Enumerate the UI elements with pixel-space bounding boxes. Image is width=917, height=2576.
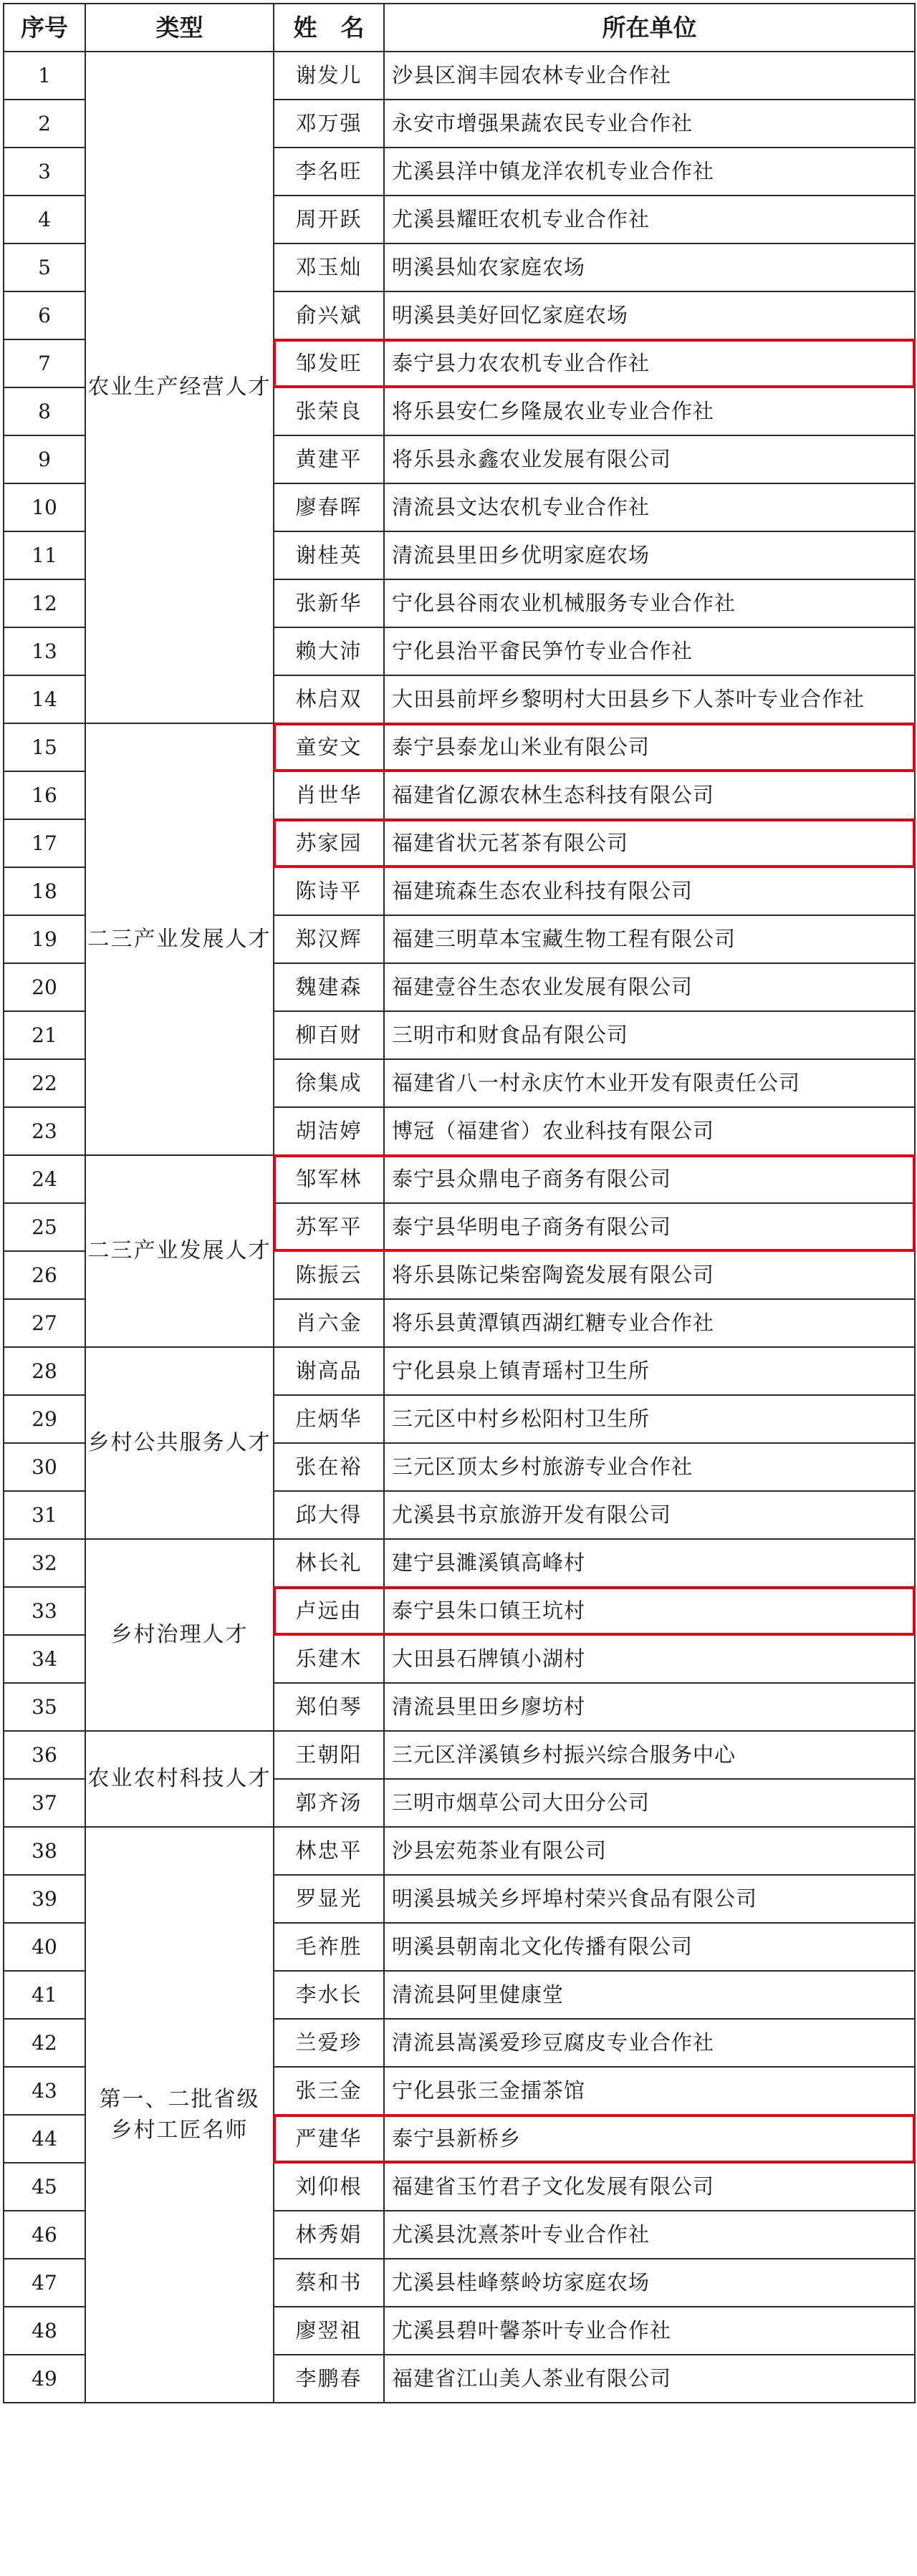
person-name: 郑伯琴 xyxy=(274,1683,384,1731)
row-number: 36 xyxy=(4,1731,85,1779)
organization: 将乐县永鑫农业发展有限公司 xyxy=(384,435,915,483)
person-name: 谢发儿 xyxy=(274,52,384,100)
header-name: 姓 名 xyxy=(274,4,384,52)
person-name: 肖世华 xyxy=(274,771,384,819)
organization: 清流县文达农机专业合作社 xyxy=(384,483,915,531)
row-number: 3 xyxy=(4,148,85,196)
row-number: 21 xyxy=(4,1011,85,1059)
person-name: 黄建平 xyxy=(274,435,384,483)
row-number: 1 xyxy=(4,52,85,100)
organization: 宁化县泉上镇青瑶村卫生所 xyxy=(384,1347,915,1395)
person-name: 魏建森 xyxy=(274,963,384,1011)
person-name: 林秀娟 xyxy=(274,2211,384,2259)
person-name: 罗显光 xyxy=(274,1875,384,1923)
person-name: 苏军平 xyxy=(274,1203,384,1251)
organization: 福建省亿源农林生态科技有限公司 xyxy=(384,771,915,819)
row-number: 14 xyxy=(4,675,85,723)
organization: 福建三明草本宝藏生物工程有限公司 xyxy=(384,915,915,963)
row-number: 5 xyxy=(4,243,85,291)
organization: 清流县里田乡廖坊村 xyxy=(384,1683,915,1731)
organization: 三元区顶太乡村旅游专业合作社 xyxy=(384,1443,915,1491)
table-row xyxy=(4,1347,915,1395)
person-name: 邓玉灿 xyxy=(274,243,384,291)
organization: 清流县阿里健康堂 xyxy=(384,1971,915,2019)
person-name: 庄炳华 xyxy=(274,1395,384,1443)
table-row xyxy=(4,1155,915,1203)
header-row xyxy=(4,4,915,52)
organization: 福建省状元茗茶有限公司 xyxy=(384,819,915,867)
organization: 泰宁县新桥乡 xyxy=(384,2115,915,2163)
organization: 明溪县城关乡坪埠村荣兴食品有限公司 xyxy=(384,1875,915,1923)
organization: 沙县宏苑茶业有限公司 xyxy=(384,1827,915,1875)
row-number: 43 xyxy=(4,2067,85,2115)
person-name: 廖春晖 xyxy=(274,483,384,531)
organization: 尤溪县耀旺农机专业合作社 xyxy=(384,196,915,243)
row-number: 46 xyxy=(4,2211,85,2259)
roster-sheet xyxy=(3,3,914,2403)
row-number: 34 xyxy=(4,1635,85,1683)
person-name: 徐集成 xyxy=(274,1059,384,1107)
organization: 尤溪县洋中镇龙洋农机专业合作社 xyxy=(384,148,915,196)
person-name: 苏家园 xyxy=(274,819,384,867)
person-name: 李名旺 xyxy=(274,148,384,196)
category-cell: 乡村公共服务人才 xyxy=(85,1347,274,1539)
row-number: 41 xyxy=(4,1971,85,2019)
organization: 宁化县谷雨农业机械服务专业合作社 xyxy=(384,579,915,627)
roster-body xyxy=(4,52,915,2403)
row-number: 33 xyxy=(4,1587,85,1635)
organization: 泰宁县华明电子商务有限公司 xyxy=(384,1203,915,1251)
category-cell: 第一、二批省级 乡村工匠名师 xyxy=(85,1827,274,2403)
organization: 福建壹谷生态农业发展有限公司 xyxy=(384,963,915,1011)
organization: 将乐县安仁乡隆晟农业专业合作社 xyxy=(384,387,915,435)
organization: 明溪县朝南北文化传播有限公司 xyxy=(384,1923,915,1971)
row-number: 27 xyxy=(4,1299,85,1347)
row-number: 49 xyxy=(4,2355,85,2403)
person-name: 俞兴斌 xyxy=(274,291,384,339)
organization: 清流县嵩溪爱珍豆腐皮专业合作社 xyxy=(384,2019,915,2067)
person-name: 张新华 xyxy=(274,579,384,627)
organization: 福建琉森生态农业科技有限公司 xyxy=(384,867,915,915)
organization: 福建省玉竹君子文化发展有限公司 xyxy=(384,2163,915,2211)
person-name: 谢桂英 xyxy=(274,531,384,579)
row-number: 32 xyxy=(4,1539,85,1587)
person-name: 张在裕 xyxy=(274,1443,384,1491)
row-number: 42 xyxy=(4,2019,85,2067)
row-number: 22 xyxy=(4,1059,85,1107)
person-name: 童安文 xyxy=(274,723,384,771)
row-number: 40 xyxy=(4,1923,85,1971)
person-name: 郑汉辉 xyxy=(274,915,384,963)
organization: 沙县区润丰园农林专业合作社 xyxy=(384,52,915,100)
row-number: 19 xyxy=(4,915,85,963)
row-number: 18 xyxy=(4,867,85,915)
person-name: 林长礼 xyxy=(274,1539,384,1587)
table-row xyxy=(4,723,915,771)
row-number: 10 xyxy=(4,483,85,531)
organization: 大田县前坪乡黎明村大田县乡下人茶叶专业合作社 xyxy=(384,675,915,723)
organization: 博冠（福建省）农业科技有限公司 xyxy=(384,1107,915,1155)
organization: 泰宁县泰龙山米业有限公司 xyxy=(384,723,915,771)
row-number: 25 xyxy=(4,1203,85,1251)
organization: 三元区洋溪镇乡村振兴综合服务中心 xyxy=(384,1731,915,1779)
row-number: 15 xyxy=(4,723,85,771)
organization: 尤溪县桂峰蔡岭坊家庭农场 xyxy=(384,2259,915,2307)
person-name: 廖翌祖 xyxy=(274,2307,384,2355)
organization: 将乐县陈记柴窑陶瓷发展有限公司 xyxy=(384,1251,915,1299)
row-number: 28 xyxy=(4,1347,85,1395)
person-name: 兰爱珍 xyxy=(274,2019,384,2067)
organization: 尤溪县沈熹茶叶专业合作社 xyxy=(384,2211,915,2259)
organization: 明溪县灿农家庭农场 xyxy=(384,243,915,291)
organization: 泰宁县朱口镇王坑村 xyxy=(384,1587,915,1635)
table-row xyxy=(4,1827,915,1875)
row-number: 35 xyxy=(4,1683,85,1731)
category-cell: 乡村治理人才 xyxy=(85,1539,274,1731)
organization: 尤溪县书京旅游开发有限公司 xyxy=(384,1491,915,1539)
person-name: 严建华 xyxy=(274,2115,384,2163)
row-number: 8 xyxy=(4,387,85,435)
person-name: 周开跃 xyxy=(274,196,384,243)
person-name: 林忠平 xyxy=(274,1827,384,1875)
category-cell: 二三产业发展人才 xyxy=(85,723,274,1155)
person-name: 卢远由 xyxy=(274,1587,384,1635)
row-number: 7 xyxy=(4,339,85,387)
row-number: 48 xyxy=(4,2307,85,2355)
person-name: 毛祚胜 xyxy=(274,1923,384,1971)
person-name: 张荣良 xyxy=(274,387,384,435)
person-name: 胡洁婷 xyxy=(274,1107,384,1155)
row-number: 4 xyxy=(4,196,85,243)
row-number: 24 xyxy=(4,1155,85,1203)
category-cell: 农业农村科技人才 xyxy=(85,1731,274,1827)
table-row xyxy=(4,1731,915,1779)
person-name: 邱大得 xyxy=(274,1491,384,1539)
organization: 永安市增强果蔬农民专业合作社 xyxy=(384,100,915,148)
row-number: 12 xyxy=(4,579,85,627)
row-number: 39 xyxy=(4,1875,85,1923)
row-number: 45 xyxy=(4,2163,85,2211)
person-name: 邹军林 xyxy=(274,1155,384,1203)
organization: 宁化县治平畲民笋竹专业合作社 xyxy=(384,627,915,675)
organization: 三元区中村乡松阳村卫生所 xyxy=(384,1395,915,1443)
organization: 明溪县美好回忆家庭农场 xyxy=(384,291,915,339)
row-number: 20 xyxy=(4,963,85,1011)
row-number: 13 xyxy=(4,627,85,675)
organization: 福建省八一村永庆竹木业开发有限责任公司 xyxy=(384,1059,915,1107)
person-name: 陈诗平 xyxy=(274,867,384,915)
organization: 泰宁县力农农机专业合作社 xyxy=(384,339,915,387)
row-number: 11 xyxy=(4,531,85,579)
person-name: 肖六金 xyxy=(274,1299,384,1347)
category-cell: 二三产业发展人才 xyxy=(85,1155,274,1347)
row-number: 9 xyxy=(4,435,85,483)
organization: 三明市和财食品有限公司 xyxy=(384,1011,915,1059)
row-number: 30 xyxy=(4,1443,85,1491)
person-name: 邹发旺 xyxy=(274,339,384,387)
person-name: 柳百财 xyxy=(274,1011,384,1059)
row-number: 16 xyxy=(4,771,85,819)
organization: 三明市烟草公司大田分公司 xyxy=(384,1779,915,1827)
row-number: 29 xyxy=(4,1395,85,1443)
person-name: 刘仰根 xyxy=(274,2163,384,2211)
row-number: 37 xyxy=(4,1779,85,1827)
person-name: 林启双 xyxy=(274,675,384,723)
organization: 大田县石牌镇小湖村 xyxy=(384,1635,915,1683)
person-name: 乐建木 xyxy=(274,1635,384,1683)
person-name: 赖大沛 xyxy=(274,627,384,675)
organization: 泰宁县众鼎电子商务有限公司 xyxy=(384,1155,915,1203)
row-number: 2 xyxy=(4,100,85,148)
row-number: 47 xyxy=(4,2259,85,2307)
header-seq: 序号 xyxy=(4,4,85,52)
row-number: 23 xyxy=(4,1107,85,1155)
organization: 建宁县濉溪镇高峰村 xyxy=(384,1539,915,1587)
category-cell: 农业生产经营人才 xyxy=(85,52,274,723)
person-name: 李鹏春 xyxy=(274,2355,384,2403)
organization: 福建省江山美人茶业有限公司 xyxy=(384,2355,915,2403)
organization: 宁化县张三金擂茶馆 xyxy=(384,2067,915,2115)
person-name: 张三金 xyxy=(274,2067,384,2115)
row-number: 17 xyxy=(4,819,85,867)
row-number: 44 xyxy=(4,2115,85,2163)
person-name: 谢高品 xyxy=(274,1347,384,1395)
person-name: 郭齐汤 xyxy=(274,1779,384,1827)
person-name: 陈振云 xyxy=(274,1251,384,1299)
header-category: 类型 xyxy=(85,4,274,52)
person-name: 蔡和书 xyxy=(274,2259,384,2307)
person-name: 李水长 xyxy=(274,1971,384,2019)
organization: 清流县里田乡优明家庭农场 xyxy=(384,531,915,579)
row-number: 31 xyxy=(4,1491,85,1539)
header-unit: 所在单位 xyxy=(384,4,915,52)
row-number: 6 xyxy=(4,291,85,339)
organization: 尤溪县碧叶馨茶叶专业合作社 xyxy=(384,2307,915,2355)
person-name: 邓万强 xyxy=(274,100,384,148)
row-number: 26 xyxy=(4,1251,85,1299)
table-row xyxy=(4,1539,915,1587)
person-name: 王朝阳 xyxy=(274,1731,384,1779)
organization: 将乐县黄潭镇西湖红糖专业合作社 xyxy=(384,1299,915,1347)
talent-roster-table xyxy=(3,3,916,2403)
table-row xyxy=(4,52,915,100)
row-number: 38 xyxy=(4,1827,85,1875)
